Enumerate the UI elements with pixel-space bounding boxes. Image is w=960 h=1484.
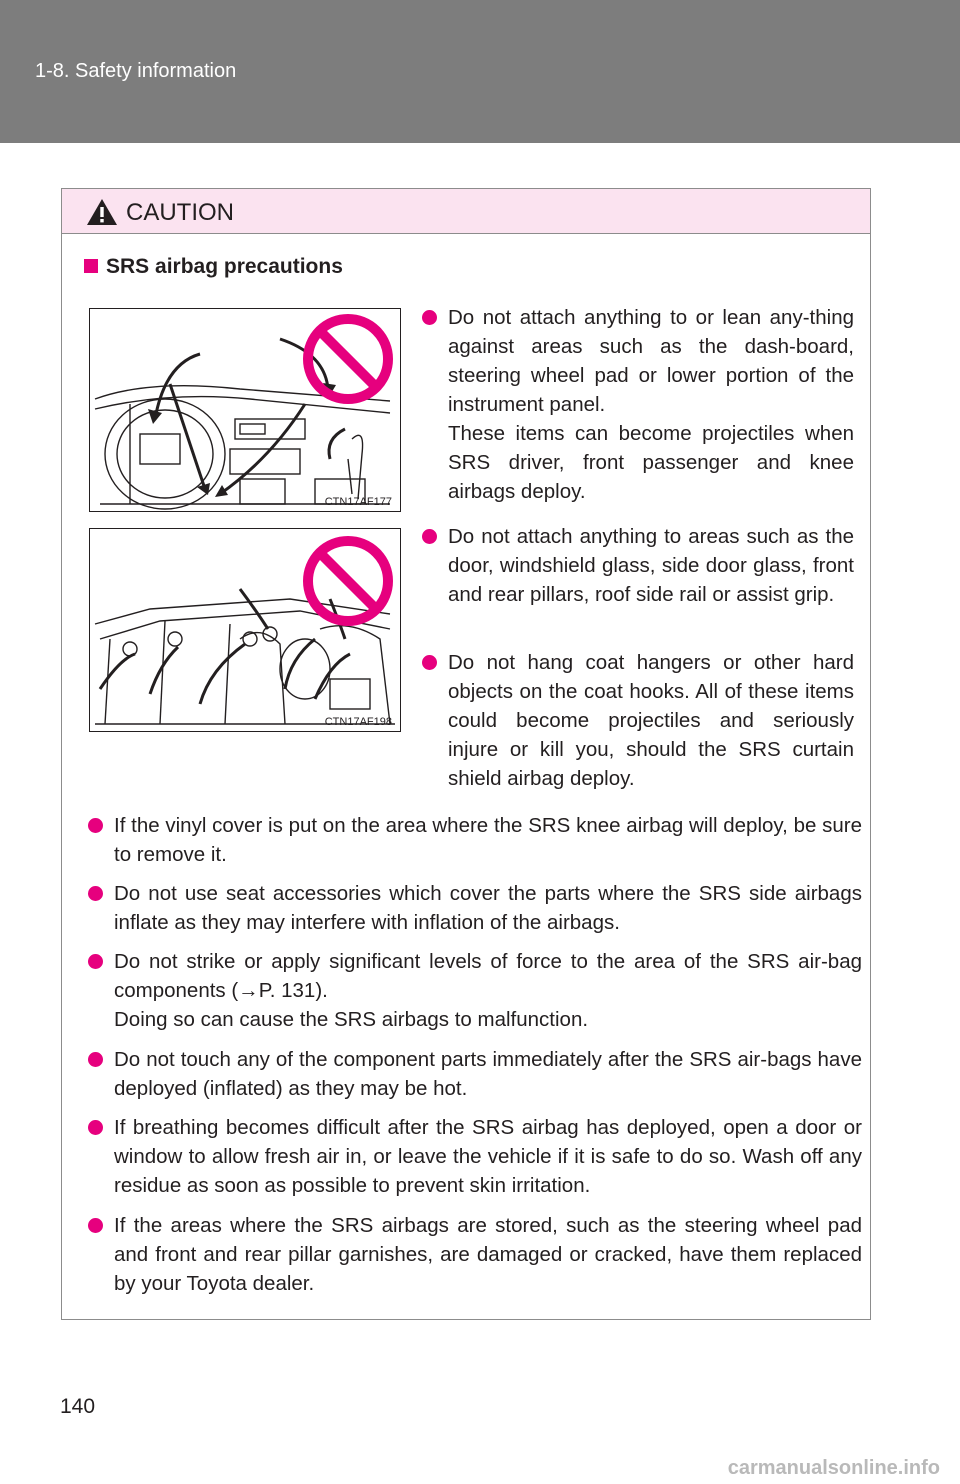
bullet-subtext: These items can become projectiles when SRS driver, front passenger and knee airbags deploy. <box>448 422 854 503</box>
full-bullet-4 <box>84 1045 862 1103</box>
side-bullet-3 <box>418 648 854 793</box>
bullet-text: If the vinyl cover is put on the area where the SRS knee airbag will deploy, be sure to remove it. <box>114 814 862 866</box>
bullet-text: If breathing becomes difficult after the SRS airbag has deployed, open a door or window to allow fresh air in, or leave the vehicle if it is safe to do so. Wash off any residue as soon as possible to prevent skin irritation. <box>114 1116 862 1197</box>
full-bullet-3 <box>84 947 862 1034</box>
dashboard-illustration <box>90 309 401 512</box>
side-bullet-2 <box>418 522 854 609</box>
bullet-text: Do not attach anything to areas such as the door, windshield glass, side door glass, front and rear pillars, roof side rail or assist grip. <box>448 525 854 606</box>
section-heading <box>84 255 343 279</box>
bullet-dot-icon <box>422 310 437 325</box>
bullet-dot-icon <box>88 1218 103 1233</box>
bullet-dot-icon <box>88 954 103 969</box>
full-bullet-5 <box>84 1113 862 1200</box>
figure-code: CTN17AF177 <box>324 496 392 508</box>
figure-dashboard <box>89 308 401 512</box>
caution-header <box>62 189 870 234</box>
bullet-subtext: Doing so can cause the SRS airbags to malfunction. <box>114 1008 589 1031</box>
square-bullet-icon <box>84 259 98 273</box>
side-bullet-1 <box>418 303 854 506</box>
watermark: carmanualsonline.info <box>727 1457 940 1479</box>
bullet-text: Do not hang coat hangers or other hard objects on the coat hooks. All of these items could become projectiles and seriously injure or kill you, should the SRS curtain shield airbag deploy. <box>448 651 854 790</box>
bullet-dot-icon <box>88 818 103 833</box>
bullet-text: Do not use seat accessories which cover the parts where the SRS side airbags inflate as they may interfere with inflation of the airbags. <box>114 882 862 934</box>
bullet-dot-icon <box>422 655 437 670</box>
bullet-text: Do not attach anything to or lean any-thing against areas such as the dash-board, steering wheel pad or lower portion of the instrument panel. <box>448 306 854 416</box>
caution-label: CAUTION <box>126 199 234 226</box>
full-bullet-6 <box>84 1211 862 1298</box>
full-bullet-1 <box>84 811 862 869</box>
page-number: 140 <box>60 1395 96 1418</box>
page-header <box>0 0 960 143</box>
figure-interior <box>89 528 401 732</box>
figure-code: CTN17AF198 <box>324 716 392 728</box>
bullet-dot-icon <box>88 1052 103 1067</box>
bullet-dot-icon <box>422 529 437 544</box>
full-bullet-2 <box>84 879 862 937</box>
caution-box <box>61 188 871 1320</box>
bullet-text: Do not touch any of the component parts immediately after the SRS air-bags have deployed (inflated) as they may be hot. <box>114 1048 862 1100</box>
interior-illustration <box>90 529 401 732</box>
bullet-text: Do not strike or apply significant levels of force to the area of the SRS air-bag components (→P. 131). <box>114 950 862 1002</box>
warning-triangle-icon <box>86 198 118 226</box>
section-title: 1-8. Safety information <box>35 60 237 82</box>
bullet-text: If the areas where the SRS airbags are stored, such as the steering wheel pad and front and rear pillar garnishes, are damaged or cracked, have them replaced by your Toyota dealer. <box>114 1214 862 1295</box>
bullet-dot-icon <box>88 1120 103 1135</box>
bullet-dot-icon <box>88 886 103 901</box>
section-heading-text: SRS airbag precautions <box>106 255 343 278</box>
